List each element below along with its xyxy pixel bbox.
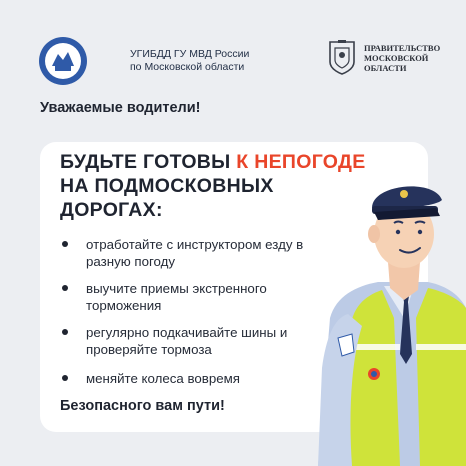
traffic-officer-illustration	[308, 168, 466, 466]
headline-part1: БУДЬТЕ ГОТОВЫ	[60, 151, 237, 173]
gibdd-emblem-icon	[38, 36, 88, 86]
list-item: выучите приемы экстренного торможения	[60, 280, 325, 314]
farewell-text: Безопасного вам пути!	[60, 398, 225, 414]
list-item: меняйте колеса вовремя	[60, 370, 325, 387]
headline-part2: НА ПОДМОСКОВНЫХ ДОРОГАХ:	[60, 175, 274, 221]
gibdd-org-name: УГИБДД ГУ МВД России по Московской области	[130, 48, 250, 73]
greeting-text: Уважаемые водители!	[40, 100, 201, 116]
government-header	[328, 40, 454, 76]
gibdd-header	[38, 36, 250, 86]
government-org-name: ПРАВИТЕЛЬСТВО МОСКОВСКОЙ ОБЛАСТИ	[364, 43, 441, 73]
list-item: регулярно подкачивайте шины и проверяйте тормоза	[60, 324, 325, 358]
list-item: отработайте с инструктором езду в разную погоду	[60, 236, 325, 270]
tips-list	[60, 236, 325, 387]
moscow-oblast-crest-icon	[328, 40, 356, 76]
headline-accent: К НЕПОГОДЕ	[236, 151, 366, 173]
